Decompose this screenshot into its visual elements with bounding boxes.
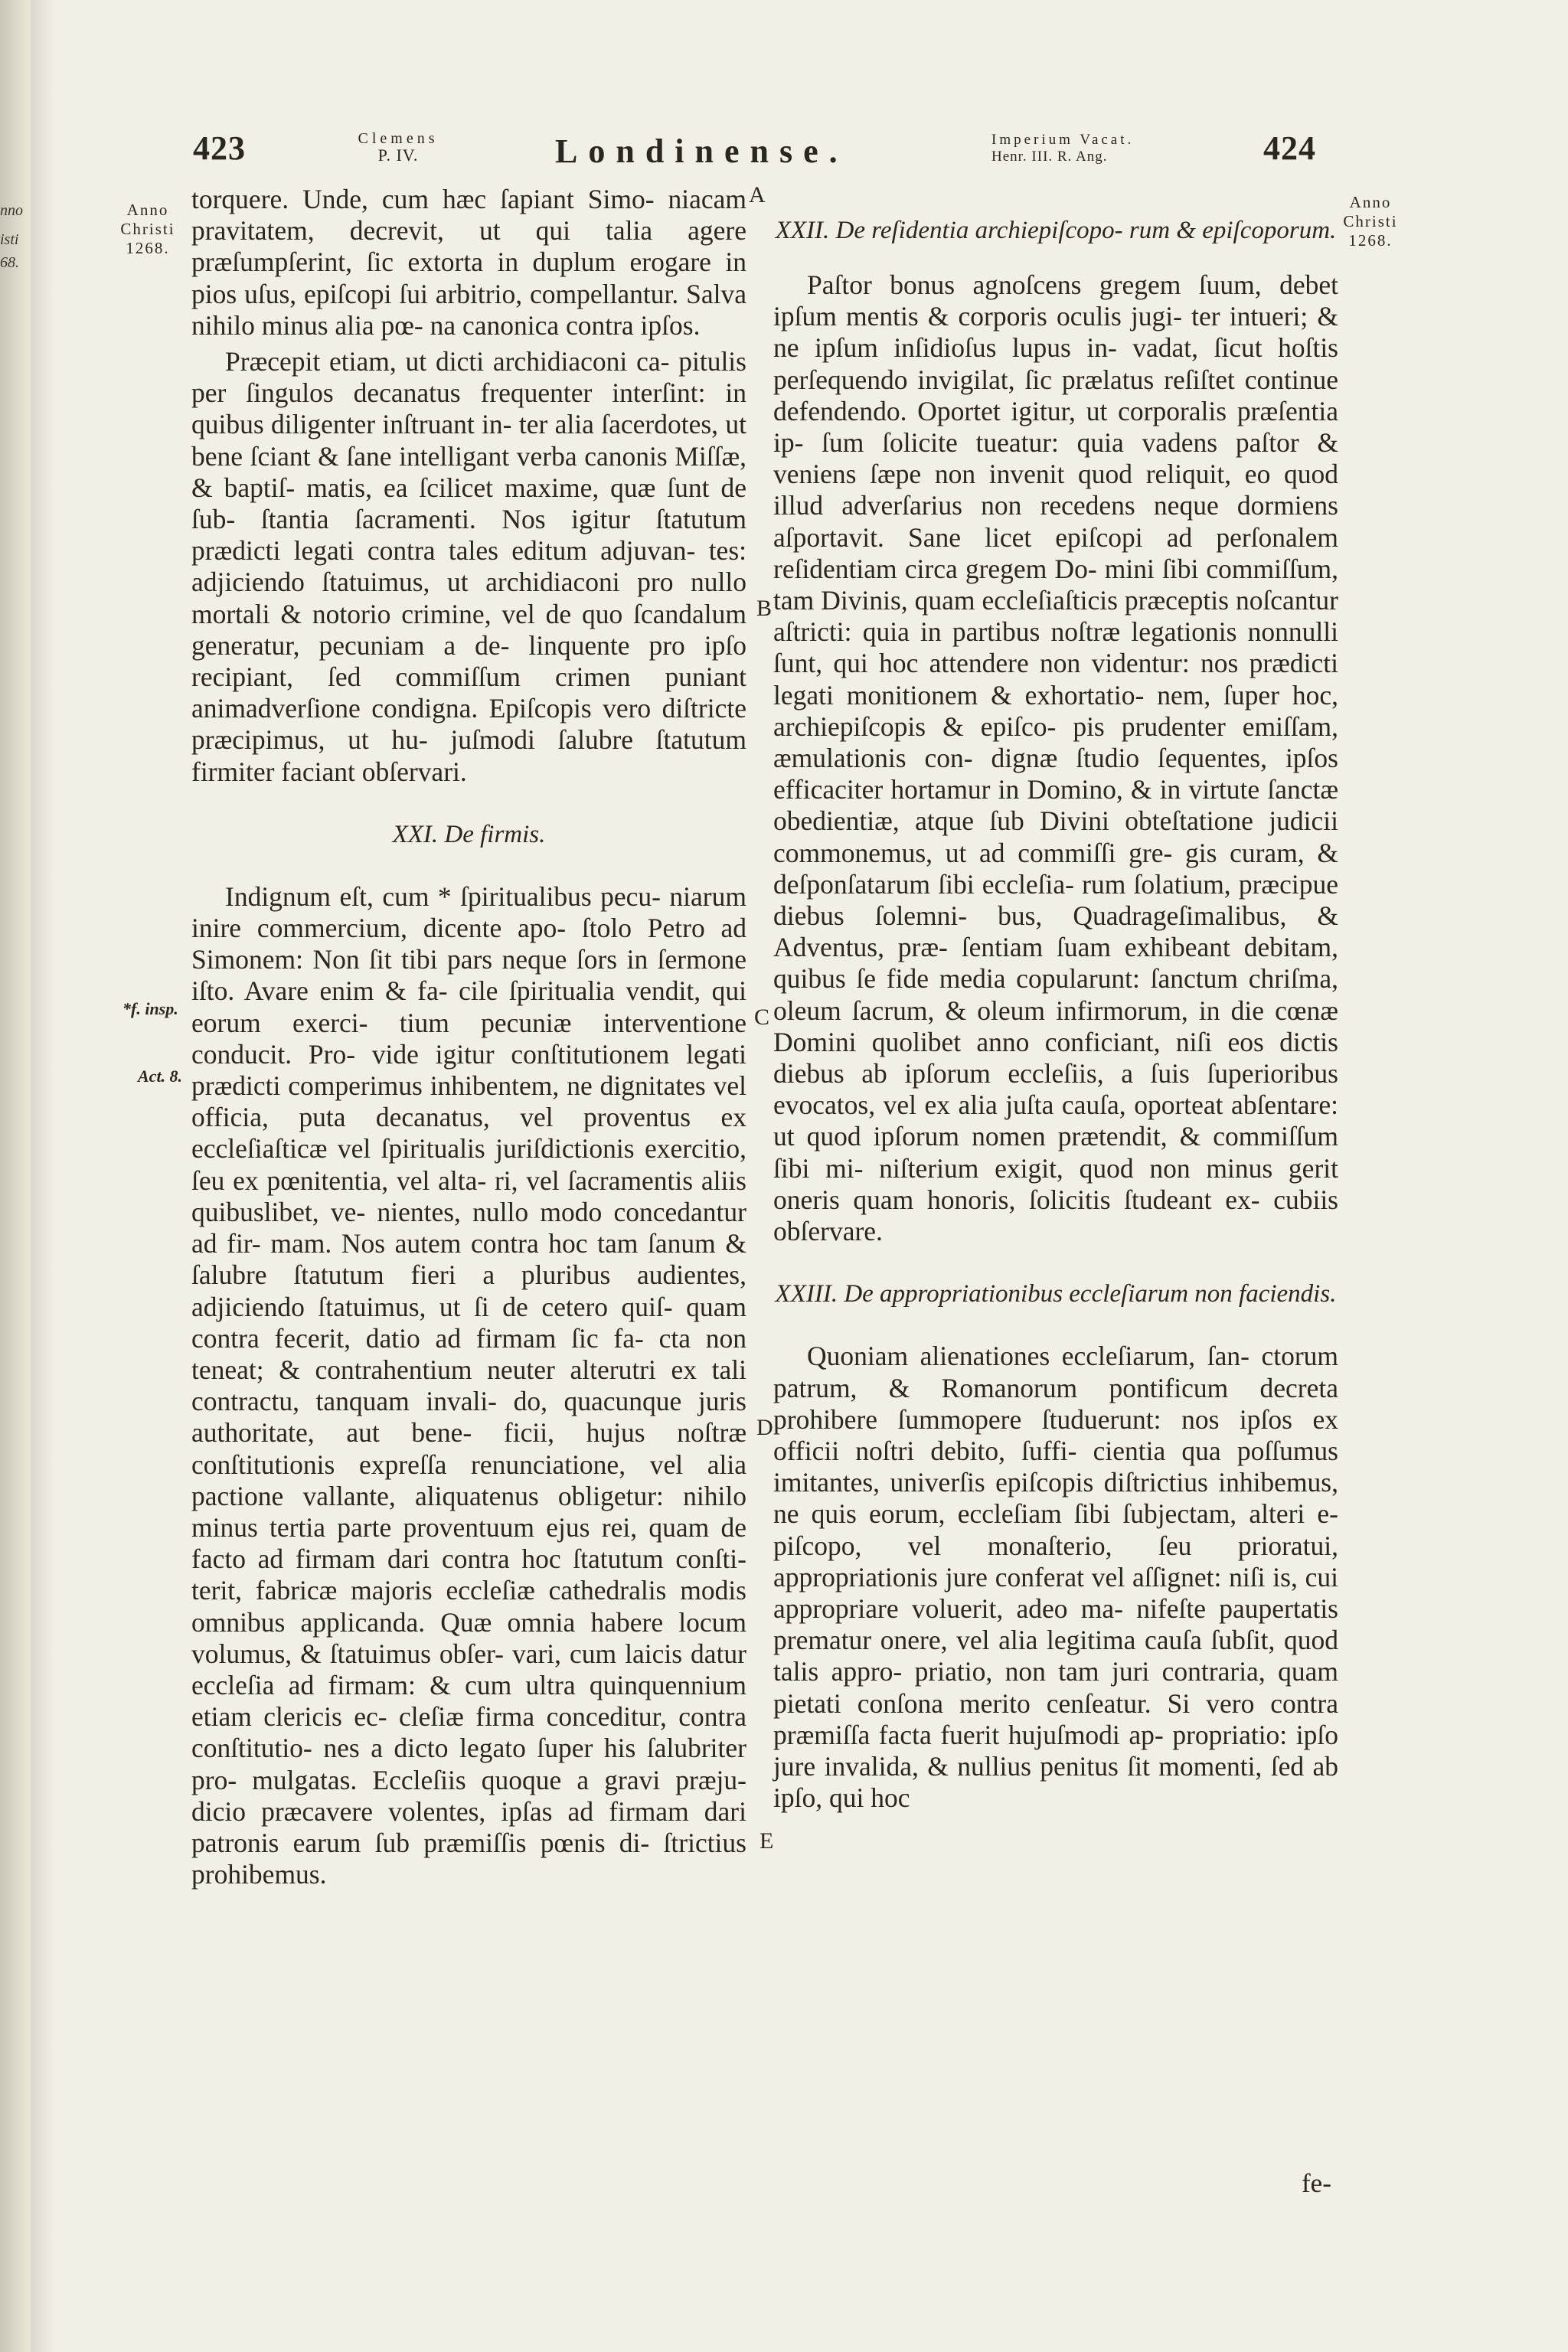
right-page-number: 424	[1263, 129, 1316, 167]
section-letter-e: E	[760, 1828, 774, 1854]
anno-label: Anno	[1349, 193, 1392, 211]
section-letter-d: D	[756, 1415, 773, 1440]
section-letter-a: A	[749, 182, 766, 207]
margin-reference-note: *f. insp.	[122, 999, 178, 1018]
section-heading: XXI. De firmis.	[392, 820, 546, 848]
paragraph: Indignum eſt, cum * ſpiritualibus pecu- niarum inire commercium, dicente apo- ſtolo Petro ad Simonem: Non ſit tibi pars neque ſors in ſermone iſto. Avare enim & fa- cile ſpiritualia vendit, qui eorum exerci- tium pecuniæ interventione conducit. Pro- vide igitur conſtitutionem legati prædicti comperimus inhibentem, ne dignitates vel officia, puta decanatus, vel proventus ex eccleſiaſticæ vel ſpiritualis juriſdictionis exercitio, ſeu ex pœnitentia, vel alta- ri, vel ſacramentis aliis quibuslibet, ve- nientes, nullo modo concedantur ad fir- mam. Nos autem contra hoc tam ſanum & ſalubre ſtatutum fieri a pluribus audientes, adjiciendo ſtatuimus, ut ſi de cetero quiſ- quam contra fecerit, datio ad firmam ſic fa- cta non teneat; & contrahentium neuter alterutri ex tali contractu, tanquam invali- do, quacunque juris authoritate, aut bene- ficii, hujus noſtræ conſtitutionis expreſſa renunciatione, vel alia pactione vallante, aliquatenus obligetur: nihilo minus tertia parte proventuum ejus rei, quam de facto ad firmam dari contra hoc ſtatutum conſti- terit, fabricæ majoris eccleſiæ cathedralis modis omnibus applicanda. Quæ omnia habere locum volumus, & ſtatuimus obſer- vari, cum laicis datur eccleſia ad firmam: & cum ultra quinquennium etiam clericis ec- cleſiæ firma conceditur, contra conſtitutio- nes a dicto legato ſuper his ſalubriter pro- mulgatas. Eccleſiis quoque a gravi præju- dicio præcavere volentes, ipſas ad firmam dari patronis earum ſub præmiſſis pœnis di- ſtrictius prohibemus.	[191, 880, 746, 1890]
section-letter-b: B	[756, 596, 773, 621]
paragraph: Paſtor bonus agnoſcens gregem ſuum, debet ipſum mentis & corporis oculis jugi- ter intueri; & ne ipſum inſidioſus lupus in- vadat, ſicut hoſtis perſequendo invigilat, ſic prælatus reſiſtet continue defendendo. Oportet igitur, ut corporalis præſentia ip- ſum ſolicite tueatur: quia vadens paſtor & veniens ſæpe non invenit quod reliquit, eo quod illud adverſarius non recedens neque dormiens aſportavit. Sane licet epiſcopi ad perſonalem reſidentiam circa gregem Do- mini ſibi commiſſum, tam Divinis, quam eccleſiaſticis præceptis noſcantur aſtricti: quia in partibus noſtræ legationis nonnulli ſunt, qui hoc attendere non videntur: nos prædicti legati monitionem & exhortatio- nem, ſuper hoc, archiepiſcopis & epiſco- pis prudenter emiſſam, æmulationis con- dignæ ſtudio ſequentes, ipſos efficaciter hortamur in Domino, & in virtute ſanctæ obedientiæ, atque ſub Divini obteſtatione judicii commonemus, ut ad commiſſi gre- gis curam, & deſponſatarum ſibi eccleſia- rum ſolatium, præcipue diebus ſolemni- bus, Quadrageſimalibus, & Adventus, præ- ſentiam ſuam exhibeant debitam, quibus ſe fide media copularunt: ſanctum chriſma, oleum ſacrum, & oleum infirmorum, in die cœnæ Domini quolibet anno conficiant, niſi eos dictis diebus ab ipſorum eccleſiis, a ſuis ſuperioribus evocatos, vel ex alia juſta cauſa, oporteat abſentare: ut quod ipſorum nomen prætendit, & commiſſum ſibi mi- niſterium exigit, quod non minus gerit oneris quam honoris, ſolicitis ſtudeant ex- cubiis obſervare.	[773, 270, 1338, 1247]
paragraph: Quoniam alienationes eccleſiarum, ſan- ctorum patrum, & Romanorum pontificum decreta prohibere ſummopere ſtuduerunt: nos ipſos ex officii noſtri debito, ſuffi- cientia qua poſſumus imitantes, univerſis epiſcopis diſtrictius inhibemus, ne quis eorum, eccleſiam ſibi ſubjectam, alteri e- piſcopo, vel monaſterio, ſeu prioratui, appropriationis jure conferat vel aſſignet: niſi is, cui appropriare voluerit, adeo ma- nifeſte paupertatis prematur onere, vel alia legitima cauſa ſubſit, quod talis appro- priatio, non tam juri contraria, quam pietati conſona merito cenſeatur. Si vero contra præmiſſa facta fuerit hujuſmodi ap- propriatio: ipſo jure invalida, & nullius penitus ſit momenti, ſed ab ipſo, qui hoc	[773, 1341, 1338, 1814]
section-heading: XXII. De reſidentia archiepiſcopo- rum & epiſcoporum.	[775, 217, 1337, 244]
left-text-column	[191, 184, 746, 1890]
prev-page-margin-text: nno	[0, 202, 23, 219]
right-text-column	[773, 184, 1338, 1814]
left-page-number: 423	[193, 129, 246, 167]
year-label: 1268.	[1348, 231, 1393, 250]
paragraph: Præcepit etiam, ut dicti archidiaconi ca- pitulis per ſingulos decanatus frequenter interſint: in quibus diligenter inſtruant in- ter alia ſacerdotes, ut bene ſciant & ſane intelligant verba canonis Miſſæ, & baptiſ- matis, ea ſcilicet maxime, quæ ſunt de ſub- ſtantia ſacramenti. Nos igitur ſtatutum prædicti legati contra tales editum adjuvan- tes: adjiciendo ſtatuimus, ut archidiaconi pro nullo mortali & notorio crimine, vel de quo ſcandalum generatur, pecuniam a de- linquente pro ipſo recipiant, ſed commiſſum crimen puniant animadverſione condigna. Epiſcopis vero diſtricte præcipimus, ut hu- juſmodi ſalubre ſtatutum firmiter faciant obſervari.	[191, 346, 746, 787]
running-head-line: P. IV.	[377, 145, 419, 165]
right-running-head	[991, 132, 1236, 178]
gutter-shadow	[31, 0, 54, 2352]
left-running-head	[322, 130, 475, 176]
catchword: fe-	[1302, 2168, 1331, 2198]
previous-page-edge	[0, 0, 31, 2352]
margin-year-note-left	[106, 201, 190, 258]
christi-label: Christi	[120, 220, 175, 238]
christi-label: Christi	[1343, 212, 1398, 230]
year-label: 1268.	[126, 239, 170, 257]
anno-label: Anno	[126, 201, 169, 219]
section-letter-c: C	[754, 1004, 770, 1030]
running-head-line: Clemens	[358, 130, 439, 147]
running-head-line: Henr. III. R. Ang.	[991, 149, 1108, 165]
running-title: Londinense.	[555, 132, 848, 170]
paragraph: torquere. Unde, cum hæc ſapiant Simo- niacam pravitatem, decrevit, ut qui talia agere præſumpſerint, ſic extorta in duplum erogare in pios uſus, epiſcopi ſui arbitrio, compellantur. Salva nihilo minus alia pœ- na canonica contra ipſos.	[191, 184, 746, 341]
section-heading: XXIII. De appropriationibus eccleſiarum non faciendis.	[775, 1280, 1337, 1308]
margin-reference-note: Act. 8.	[138, 1067, 183, 1086]
prev-page-margin-text: 68.	[0, 254, 19, 271]
prev-page-margin-text: isti	[0, 231, 19, 248]
running-head-line: Imperium Vacat.	[991, 132, 1135, 148]
